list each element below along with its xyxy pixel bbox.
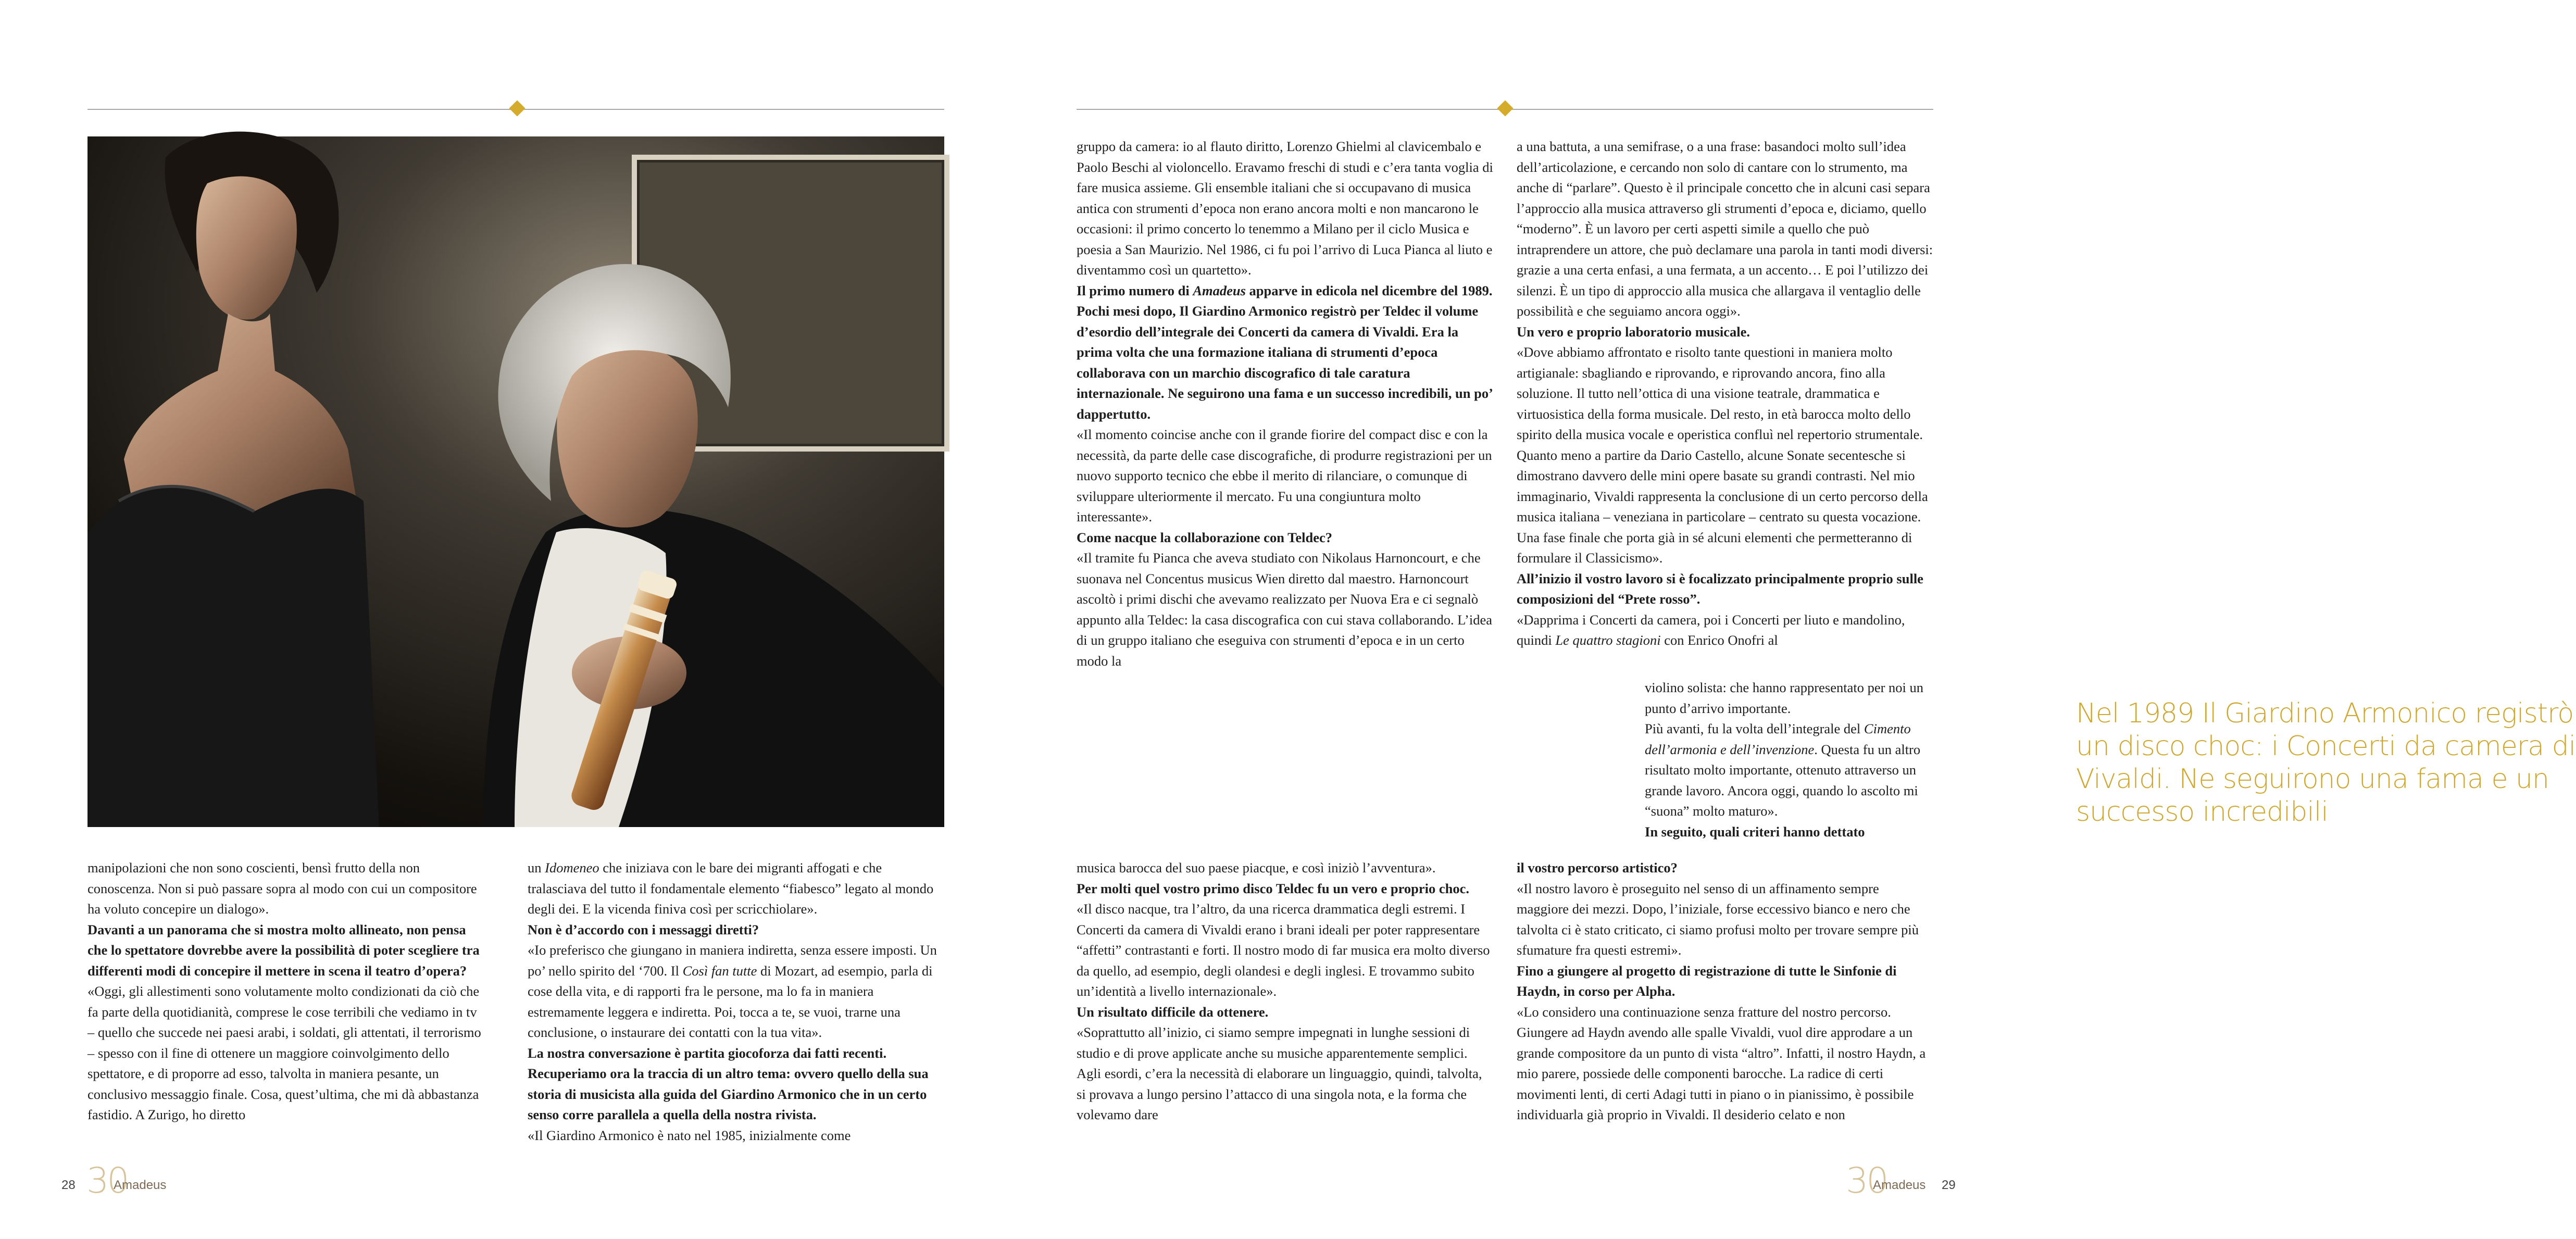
- left-page: [0, 0, 1000, 1239]
- text-run: «Il Giardino Armonico è nato nel 1985, inizialmente come: [528, 1127, 851, 1143]
- page-number: 28: [61, 1178, 76, 1192]
- logo-word: Amadeus: [114, 1178, 167, 1192]
- body-paragraph: [1517, 342, 1933, 569]
- interview-question: [87, 920, 483, 982]
- interview-question: [1517, 322, 1933, 343]
- body-paragraph: [1517, 136, 1933, 322]
- interview-question: [528, 1043, 944, 1125]
- text-run: Un risultato difficile da ottenere.: [1077, 1004, 1269, 1020]
- body-paragraph: [1077, 548, 1493, 671]
- text-run: che iniziava con le bare dei migranti affogati e che tralasciava del tutto il fondamentale elemento “fiabesco” legato al mondo degli dei. E la vicenda finiva così per scricchiolare».: [528, 860, 934, 917]
- body-paragraph: [528, 940, 944, 1043]
- body-paragraph: [1077, 424, 1493, 528]
- text-run: «Soprattutto all’inizio, ci siamo sempre impegnati in lunghe sessioni di studio e di prove applicate anche su musiche apparentemente semplici. Agli esordi, c’era la necessità di elaborare un linguaggio, quindi, talvolta, si provava a lungo persino l’attacco di una singola nota, e la forma che volevamo dare: [1077, 1024, 1482, 1122]
- column-3-bottom: [1077, 858, 1493, 1125]
- text-run: Un vero e proprio laboratorio musicale.: [1517, 323, 1750, 340]
- logo-30: 30: [86, 1160, 128, 1202]
- body-paragraph: [1517, 610, 1933, 651]
- interview-question: [1077, 281, 1493, 425]
- text-run: Davanti a un panorama che si mostra molto allineato, non pensa che lo spettatore dovrebbe avere la possibilità di poter scegliere tra differenti modi di concepire il mettere in scena il teatro d’opera?: [87, 921, 480, 979]
- text-run: «Lo considero una continuazione senza fratture del nostro percorso. Giungere ad Haydn avendo alle spalle Vivaldi, vuol dire approdare a un grande compositore da un punto di vista “altro”. Infatti, il nostro Haydn, a mio parere, possiede delle componenti barocche. La radice di certi movimenti lenti, di certi Adagi tutti in piano o in pianissimo, è possibile individuarla già proprio in Vivaldi. Il desiderio celato e non: [1517, 1004, 1926, 1122]
- body-paragraph: [1517, 879, 1933, 961]
- pull-quote: Nel 1989 Il Giardino Armonico registrò un disco choc: i Concerti da camera di Vivaldi. Ne seguirono una fama e un successo incredibili: [2076, 698, 2576, 828]
- interview-question: [1077, 528, 1493, 548]
- text-run: Fino a giungere al progetto di registrazione di tutte le Sinfonie di Haydn, in corso per Alpha.: [1517, 962, 1897, 999]
- text-run: a una battuta, a una semifrase, o a una frase: basandoci molto sull’idea dell’articolazione, e cercando non solo di cantare con lo strumento, ma anche di “parlare”. Questo è il principale concetto che in alcuni casi separa l’approccio alla musica attraverso gli strumenti d’epoca e, diciamo, quello “moderno”. È un lavoro per certi aspetti simile a quello che può intraprendere un attore, che può declamare una parola in tanti modi diversi: grazie a una certa enfasi, a una fermata, a un accento… E poi l’utilizzo dei silenzi. È un tipo di approccio alla musica che allargava il ventaglio delle possibilità e che seguiamo ancora oggi».: [1517, 139, 1933, 319]
- column-4-bottom: [1517, 858, 1933, 1125]
- text-run: «Dapprima i Concerti da camera, poi i Concerti per liuto e mandolino, quindi: [1517, 611, 1905, 648]
- page-number: 29: [1942, 1178, 1956, 1192]
- column-1: [87, 858, 483, 1125]
- text-run: Per molti quel vostro primo disco Teldec fu un vero e proprio choc.: [1077, 880, 1470, 896]
- text-run: Più avanti, fu la volta dell’integrale del: [1645, 721, 1864, 736]
- body-paragraph: [87, 858, 483, 920]
- diamond-icon: [1497, 100, 1513, 116]
- interview-question: [1517, 569, 1933, 610]
- text-run: apparve in edicola nel dicembre del 1989. Pochi mesi dopo, Il Giardino Armonico registrò per Teldec il volume d’esordio dell’integrale dei Concerti da camera di Vivaldi. Era la prima volta che una formazione italiana di strumenti d’epoca collaborava con un marchio discografico di tale caratura internazionale. Ne seguirono una fama e un successo incredibili, un po’ dappertutto.: [1077, 282, 1493, 422]
- interview-question: [1077, 1002, 1493, 1023]
- text-run: «Il tramite fu Pianca che aveva studiato con Nikolaus Harnoncourt, e che suonava nel Concentus musicus Wien diretto dal maestro. Harnoncourt ascoltò i primi dischi che avevamo realizzato per Nuova Era e ci segnalò appunto alla Teldec: la casa discografica con cui stava collaborando. L’idea di un gruppo italiano che eseguiva con strumenti d’epoca e in un certo modo la: [1077, 550, 1492, 669]
- text-run: «Il disco nacque, tra l’altro, da una ricerca drammatica degli estremi. I Concerti da camera di Vivaldi erano i brani ideali per poter rappresentare “affetti” contrastanti e forti. Il nostro modo di far musica era molto diverso da quello, ad esempio, degli olandesi e degli inglesi. E trovammo subito un’identità a livello internazionale».: [1077, 901, 1490, 999]
- column-4-top: [1517, 136, 1933, 651]
- body-paragraph: [1077, 899, 1493, 1002]
- body-paragraph: [528, 1125, 944, 1146]
- text-run: manipolazioni che non sono coscienti, bensì frutto della non conoscenza. Non si può passare sopra al modo con cui un compositore ha voluto concepire un dialogo».: [87, 860, 477, 917]
- text-run: musica barocca del suo paese piacque, e così iniziò l’avventura».: [1077, 860, 1436, 875]
- text-run: «Il momento coincise anche con il grande fiorire del compact disc e con la necessità, da parte delle case discografiche, di produrre registrazioni per un nuovo supporto tecnico che ebbe il merito di rilanciare, o comunque di sviluppare ulteriormente il mercato. Fu una congiuntura molto interessante».: [1077, 427, 1492, 524]
- diamond-icon: [509, 100, 525, 116]
- interview-question: [1645, 822, 1936, 843]
- text-run: . Questa fu un altro risultato molto importante, ottenuto attraverso un grande lavoro. Ancora oggi, quando lo ascolto mi “suona” molto maturo».: [1645, 741, 1921, 819]
- text-run: «Il nostro lavoro è proseguito nel senso di un affinamento sempre maggiore dei mezzi. Dopo, l’iniziale, forse eccessivo bianco e nero che talvolta ci è stato criticato, ci siamo profusi molto per trovare sempre più sfumature fra questi estremi».: [1517, 880, 1919, 958]
- logo-word: Amadeus: [1873, 1178, 1926, 1192]
- text-run: La nostra conversazione è partita giocoforza dai fatti recenti. Recuperiamo ora la traccia di un altro tema: ovvero quello della sua storia di musicista alla guida del Giardino Armonico che in un certo senso corre parallela a quella della nostra rivista.: [528, 1045, 929, 1122]
- text-run: All’inizio il vostro lavoro si è focalizzato principalmente proprio sulle composizioni del “Prete rosso”.: [1517, 570, 1923, 607]
- text-run: «Io preferisco che giungano in maniera indiretta, senza essere imposti. Un po’ nello spirito del ‘700. Il: [528, 942, 937, 979]
- logo-30: 30: [1846, 1160, 1887, 1202]
- text-run: Il primo numero di: [1077, 282, 1193, 298]
- text-run: violino solista: che hanno rappresentato per noi un punto d’arrivo importante.: [1645, 680, 1924, 716]
- italic-title: Le quattro stagioni: [1555, 632, 1661, 648]
- italic-title: Cimento dell’armonia e dell’invenzione: [1645, 721, 1911, 757]
- interview-question: [1517, 858, 1933, 879]
- body-paragraph: [1077, 136, 1493, 281]
- photo-illustration: [87, 136, 944, 827]
- body-paragraph: [1077, 1022, 1493, 1125]
- right-page: [1000, 0, 2576, 1239]
- body-paragraph: [1645, 678, 1936, 719]
- text-run: gruppo da camera: io al flauto diritto, Lorenzo Ghielmi al clavicembalo e Paolo Beschi al violoncello. Eravamo freschi di studi e c’era tanta voglia di fare musica assieme. Gli ensemble italiani che si occupavano di musica antica con strumenti d’epoca non erano ancora molti e non mancarono le occasioni: il primo concerto lo tenemmo a Milano per il ciclo Musica e poesia a San Maurizio. Nel 1986, ci fu poi l’arrivo di Luca Pianca al liuto e diventammo così un quartetto».: [1077, 139, 1493, 278]
- text-run: un: [528, 860, 545, 875]
- column-3-top: [1077, 136, 1493, 671]
- column-2: [528, 858, 944, 1146]
- body-paragraph: [528, 858, 944, 920]
- interview-question: [528, 920, 944, 941]
- text-run: con Enrico Onofri al: [1660, 632, 1778, 648]
- amadeus-logo: [86, 1160, 201, 1202]
- text-run: «Oggi, gli allestimenti sono volutamente molto condizionati da ciò che fa parte della quotidianità, comprese le cose terribili che vediamo in tv – quello che succede nei paesi arabi, i soldati, gli attentati, il terrorismo – spesso con il fine di ottenere un maggiore coinvolgimento dello spettatore, e di proporre ad esso, talvolta in maniera pesante, un conclusivo messaggio finale. Cosa, quest’ultima, che mi dà abbastanza fastidio. A Zurigo, ho diretto: [87, 983, 481, 1122]
- italic-title: Amadeus: [1193, 282, 1246, 298]
- text-run: di Mozart, ad esempio, parla di cose della vita, e di rapporti fra le persone, ma lo fa in maniera estremamente leggera e indiretta. Poi, tocca a te, se vuoi, trarne una conclusione, o instaurare dei contatti con la tua vita».: [528, 962, 933, 1040]
- italic-title: Idomeneo: [545, 860, 599, 875]
- text-run: In seguito, quali criteri hanno dettato: [1645, 823, 1865, 840]
- interview-question: [1077, 879, 1493, 899]
- text-run: «Dove abbiamo affrontato e risolto tante questioni in maniera molto artigianale: sbagliando e riprovando, e riprovando ancora, fino alla soluzione. Il tutto nell’ottica di una visione teatrale, drammatica e virtuosistica della forma musicale. Del resto, in età barocca molto dello spirito della musica vocale e operistica confluì nel repertorio strumentale. Quanto meno a partire da Dario Castello, alcune Sonate secentesche si dimostrano davvero delle mini opere basate su grandi contrasti. Nel mio immaginario, Vivaldi rappresenta la conclusione di un certo percorso della musica italiana – veneziana in particolare – centrato su questa vocazione. Una fase finale che porta già in sé alcuni elementi che permetteranno di formulare il Classicismo».: [1517, 344, 1928, 566]
- body-paragraph: [1517, 1002, 1933, 1125]
- text-run: Non è d’accordo con i messaggi diretti?: [528, 921, 759, 937]
- italic-title: Così fan tutte: [682, 962, 757, 979]
- body-paragraph: [87, 981, 483, 1125]
- text-run: il vostro percorso artistico?: [1517, 860, 1678, 875]
- column-4-narrow: [1645, 678, 1936, 842]
- text-run: Come nacque la collaborazione con Teldec?: [1077, 529, 1332, 545]
- photo: [87, 136, 944, 827]
- body-paragraph: [1645, 719, 1936, 822]
- body-paragraph: [1077, 858, 1493, 879]
- interview-question: [1517, 961, 1933, 1002]
